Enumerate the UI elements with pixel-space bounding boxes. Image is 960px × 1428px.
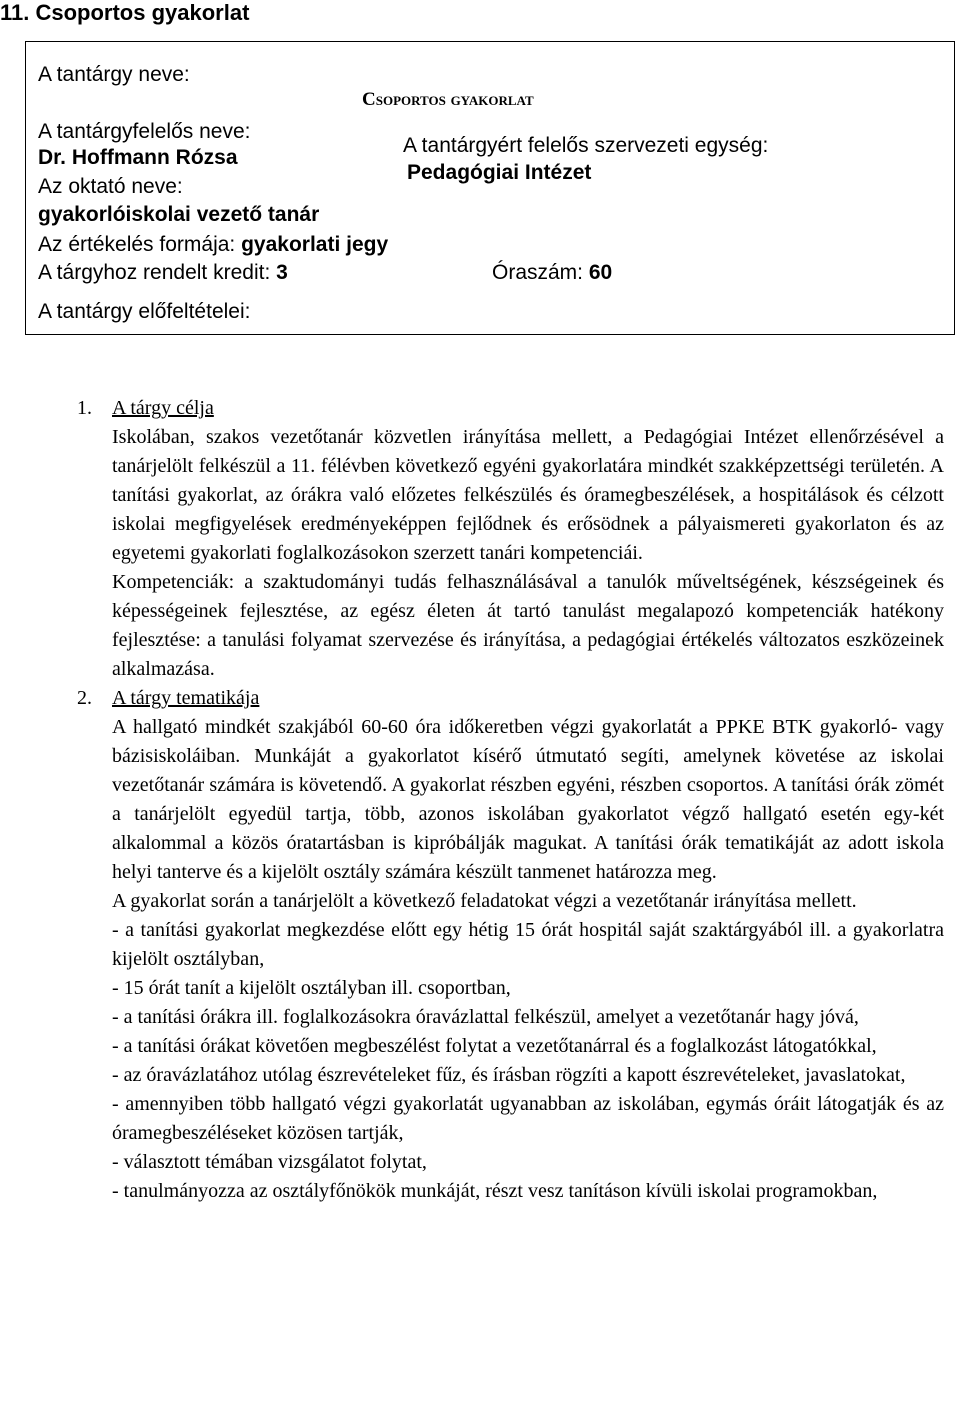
section-1-competencies: Kompetenciák: a szaktudományi tudás felhasználásával a tanulók műveltségének, készségeinek és képességeinek fejlesztése, az egész életen át tartó tanulást megalapozó kompetenciák hatékony fejlesztése: a tanulási folyamat szervezése és irányítása, a pedagógiai értékelés változatos eszközeinek alkalmazása. — [112, 571, 944, 680]
instructor-value: gyakorlóiskolai vezető tanár — [38, 203, 320, 226]
section-2-paragraph: A hallgató mindkét szakjából 60-60 óra időkeretben végzi gyakorlatát a PPKE BTK gyakorló- vagy bázisiskoláiban. Munkáját a gyakorlatot kísérő útmutató segíti, amelynek követése az iskolai vezetőtanár számára is követendő. A gyakorlat részben egyéni, részben csoportos. A tanítási órák zömét a tanárjelölt egyedül tartja, több, azonos iskolában gyakorlatot végző hallgató esetén egy-két alkalommal a közös óratartásban is kipróbálják magukat. A tanítási órák tematikáját az adott iskola helyi tanterve és a kijelölt osztály számára készült tanmenet határozza meg. — [112, 716, 944, 883]
unit-label: A tantárgyért felelős szervezeti egység: — [403, 134, 769, 157]
section-1-paragraph: Iskolában, szakos vezetőtanár közvetlen irányítása mellett, a Pedagógiai Intézet ellenőrzésével a tanárjelölt felkészül a 11. félévben következő egyéni gyakorlatára mindkét szakképzettségi területén. A tanítási gyakorlat, az órákra való előzetes felkészülés és óramegbeszélések, a hospitálások és célzott iskolai megfigyelések eredményeképpen fejlődnek és erősödnek a pályaismereti gyakorlaton és az egyetemi gyakorlati foglalkozásokon szerzett tanári kompetenciái. — [112, 426, 944, 564]
responsible-label: A tantárgyfelelős neve: — [38, 120, 251, 143]
page-title: 11. Csoportos gyakorlat — [0, 0, 250, 25]
hours-label: Óraszám: — [492, 261, 584, 284]
course-info-box — [25, 41, 955, 335]
hours-row — [492, 261, 612, 285]
task-item: - a tanítási órákra ill. foglalkozásokra óravázlattal felkészül, amelyet a vezetőtanár hagy jóvá, — [112, 1006, 859, 1028]
instructor-label: Az oktató neve: — [38, 175, 183, 198]
section-2-tasks-intro: A gyakorlat során a tanárjelölt a következő feladatokat végzi a vezetőtanár irányítása mellett. — [112, 890, 857, 912]
section-2-number: 2. — [77, 687, 92, 709]
subject-name-label: A tantárgy neve: — [38, 63, 190, 86]
task-item: - a tanítási órákat követően megbeszélést folytat a vezetőtanárral és a foglalkozást látogatókkal, — [112, 1035, 877, 1057]
evaluation-value: gyakorlati jegy — [241, 233, 389, 256]
credit-row — [38, 261, 288, 285]
section-1-heading — [77, 394, 944, 423]
credit-label: A tárgyhoz rendelt kredit: — [38, 261, 271, 284]
task-item: - amennyiben több hallgató végzi gyakorlatát ugyanabban az iskolában, egymás óráit látogatják és az óramegbeszéléseket közösen tartják, — [112, 1093, 944, 1144]
task-item: - 15 órát tanít a kijelölt osztályban ill. csoportban, — [112, 977, 511, 999]
section-1-number: 1. — [77, 397, 92, 419]
task-item: - a tanítási gyakorlat megkezdése előtt egy hétig 15 órát hospitál saját szaktárgyából ill. a gyakorlatra kijelölt osztályban, — [112, 919, 944, 970]
hours-value: 60 — [588, 261, 613, 284]
unit-value: Pedagógiai Intézet — [407, 161, 592, 184]
task-item: - tanulmányozza az osztályfőnökök munkáját, részt vesz tanításon kívüli iskolai programokban, — [112, 1180, 878, 1202]
prereq-label: A tantárgy előfeltételei: — [38, 300, 251, 323]
evaluation-row — [38, 233, 388, 257]
section-1-title: A tárgy célja — [112, 397, 214, 419]
task-item: - választott témában vizsgálatot folytat, — [112, 1151, 427, 1173]
section-2-title: A tárgy tematikája — [112, 687, 260, 709]
credit-value: 3 — [276, 261, 288, 284]
section-2-heading — [77, 684, 944, 713]
evaluation-label: Az értékelés formája: — [38, 233, 236, 256]
course-description — [77, 394, 944, 1206]
task-item: - az óravázlatához utólag észrevételeket fűz, és írásban rögzíti a kapott észrevételeket, javaslatokat, — [112, 1064, 906, 1086]
responsible-value: Dr. Hoffmann Rózsa — [38, 146, 238, 169]
subject-name-value: Csoportos gyakorlat — [362, 89, 534, 110]
